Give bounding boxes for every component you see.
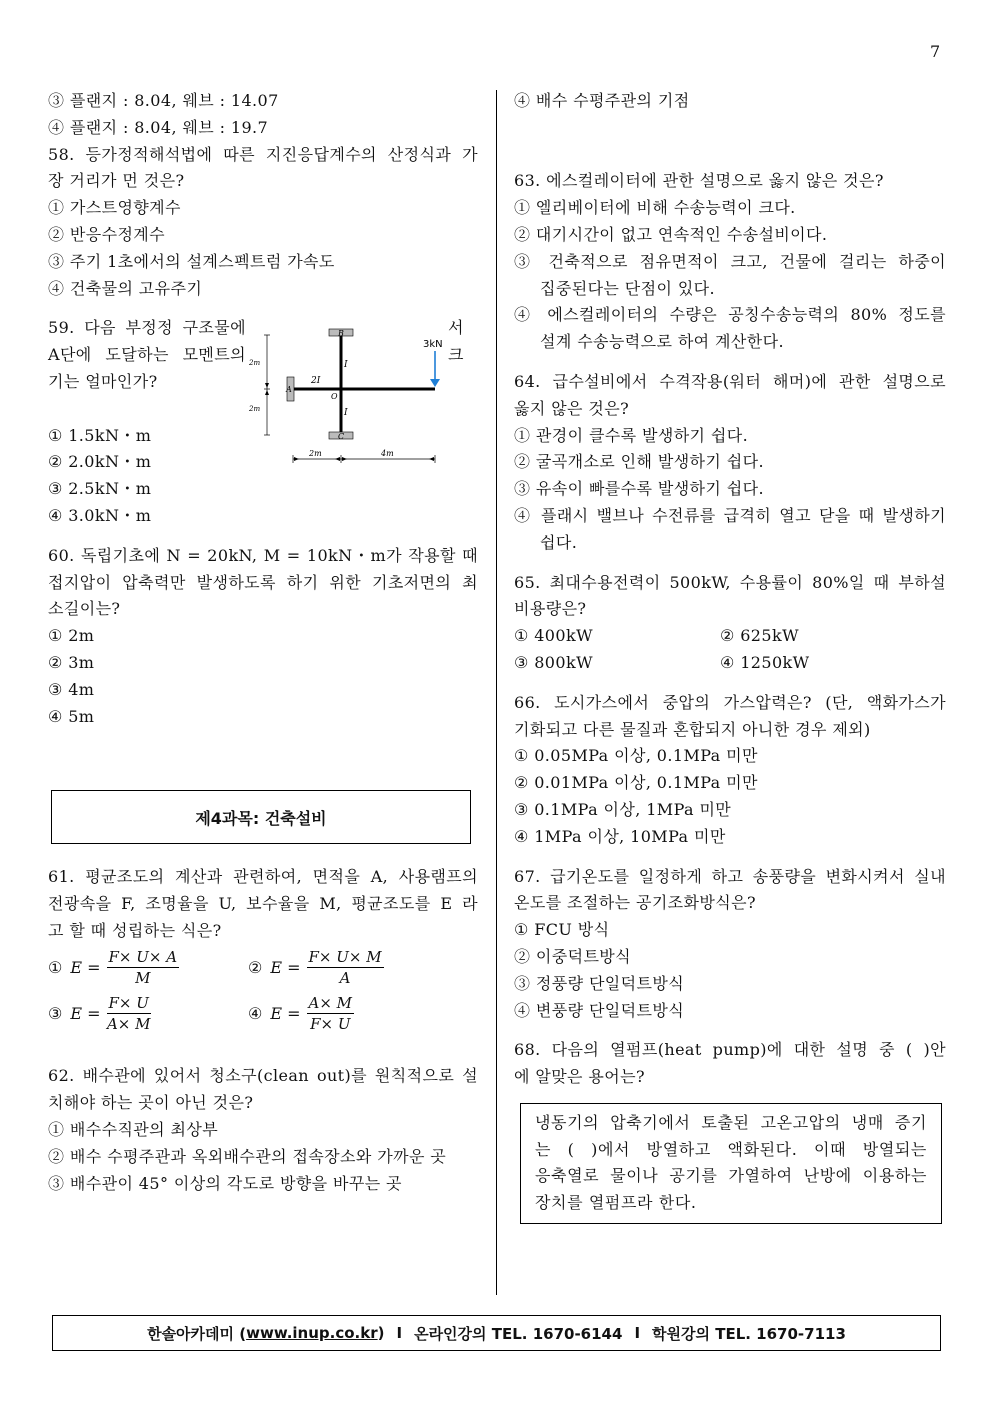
q58-option: ① 가스트영향계수 xyxy=(48,198,181,218)
q58-option: ③ 주기 1초에서의 설계스펙트럼 가속도 xyxy=(48,251,335,271)
q68-passage-line: 는 ( )에서 방열하고 액화된다. 이때 방열되는 xyxy=(535,1139,927,1159)
academy-name-close: ) xyxy=(377,1324,385,1342)
subject-heading: 제4과목: 건축설비 xyxy=(51,790,471,844)
q59-structure-figure xyxy=(245,325,475,465)
q64-question-line: 64. 급수설비에서 수격작용(워터 해머)에 관한 설명으로 xyxy=(514,371,946,391)
q65-option: ④ 1250kW xyxy=(720,652,810,672)
q59-option: ② 2.0kN・m xyxy=(48,452,152,472)
q58-option: ② 반응수정계수 xyxy=(48,224,166,244)
q68-passage-box xyxy=(520,1103,942,1224)
q64-option: ② 굴곡개소로 인해 발생하기 쉽다. xyxy=(514,452,764,472)
column-divider xyxy=(496,90,497,1295)
q67-question-line: 온도를 조절하는 공기조화방식은? xyxy=(514,893,756,913)
q59-option: ③ 2.5kN・m xyxy=(48,479,152,499)
q62-question-line: 62. 배수관에 있어서 청소구(clean out)를 원칙적으로 설 xyxy=(48,1066,478,1086)
node-label-O: O xyxy=(331,392,338,401)
q66-option: ① 0.05MPa 이상, 0.1MPa 미만 xyxy=(514,746,758,766)
q60-option: ③ 4m xyxy=(48,679,95,699)
right-column xyxy=(514,88,946,1224)
stiffness-label: I xyxy=(344,360,348,370)
q60-question-line: 접지압이 압축력만 발생하도록 하기 위한 기초저면의 최 xyxy=(48,572,478,592)
q59-overflow-char: 크 xyxy=(448,345,464,365)
q67-option: ④ 변풍량 단일덕트방식 xyxy=(514,1000,685,1020)
q65-options-row xyxy=(514,623,946,650)
q67-option: ① FCU 방식 xyxy=(514,920,610,940)
q65-question-line: 65. 최대수용전력이 500kW, 수용률이 80%일 때 부하설 xyxy=(514,572,946,592)
stiffness-label: I xyxy=(344,408,348,418)
q59-question-line: A단에 도달하는 모멘트의 xyxy=(48,345,246,365)
q61-formula-row xyxy=(48,991,478,1037)
q68-question-line: 68. 다음의 열펌프(heat pump)에 대한 설명 중 ( )안 xyxy=(514,1040,946,1060)
q59-option: ④ 3.0kN・m xyxy=(48,505,152,525)
q60-option: ② 3m xyxy=(48,652,95,672)
q59-overflow-char: 서 xyxy=(448,318,464,338)
q63-option: ② 대기시간이 없고 연속적인 수송설비이다. xyxy=(514,224,828,244)
q62-option: ③ 배수관이 45° 이상의 각도로 방향을 바꾸는 곳 xyxy=(48,1173,402,1193)
online-phone: 온라인강의 TEL. 1670-6144 xyxy=(414,1324,623,1343)
q62-option: ① 배수수직관의 최상부 xyxy=(48,1119,219,1139)
q60-question-line: 소길이는? xyxy=(48,599,121,619)
q61-formula-row xyxy=(48,945,478,991)
fraction: $\frac{F\times U}{A\times M}$ xyxy=(106,994,151,1034)
q64-option: ④ 플래시 밸브나 수전류를 급격히 열고 닫을 때 발생하기 xyxy=(514,505,946,525)
q60-option: ④ 5m xyxy=(48,706,95,726)
arrowhead-icon xyxy=(430,379,440,387)
footer-banner xyxy=(52,1315,941,1351)
q68-passage-line: 장치를 열펌프라 한다. xyxy=(535,1193,697,1213)
node-label-B: B xyxy=(338,329,344,338)
fraction: $\frac{F\times U\times A}{M}$ xyxy=(108,948,178,988)
q63-option: ③ 건축적으로 점유면적이 크고, 건물에 걸리는 하중이 xyxy=(514,251,946,271)
dimension-label: 4m xyxy=(381,449,394,458)
separator: I xyxy=(634,1324,641,1342)
q58-option: ④ 건축물의 고유주기 xyxy=(48,278,203,298)
q64-question-line: 옳지 않은 것은? xyxy=(514,398,630,418)
q63-question-line: 63. 에스컬레이터에 관한 설명으로 옳지 않은 것은? xyxy=(514,171,884,191)
q65-option: ② 625kW xyxy=(720,626,799,646)
dimension-label: 2m xyxy=(309,449,322,458)
q62-question-line: 치해야 하는 곳이 아닌 것은? xyxy=(48,1093,254,1113)
q66-option: ③ 0.1MPa 이상, 1MPa 미만 xyxy=(514,799,732,819)
q61-question-line: 전광속을 F, 조명율을 U, 보수율을 M, 평균조도를 E 라 xyxy=(48,893,478,913)
page-number: 7 xyxy=(930,42,941,61)
q63-option: ① 엘리베이터에 비해 수송능력이 크다. xyxy=(514,198,796,218)
q64-option: ③ 유속이 빠를수록 발생하기 쉽다. xyxy=(514,479,764,499)
q66-question-line: 기화되고 다른 물질과 혼합되지 아니한 경우 제외) xyxy=(514,719,871,739)
q65-option: ③ 800kW xyxy=(514,652,593,672)
q61-question-line: 고 할 때 성립하는 식은? xyxy=(48,920,222,940)
q58-question-line: 장 거리가 먼 것은? xyxy=(48,171,185,191)
separator: I xyxy=(396,1324,403,1342)
q59-question-line: 59. 다음 부정정 구조물에 xyxy=(48,318,246,338)
q63-option: ④ 에스컬레이터의 수량은 공칭수송능력의 80% 정도를 xyxy=(514,305,946,325)
q65-options-row xyxy=(514,650,946,677)
q58-question-line: 58. 등가정적해석법에 따른 지진응답계수의 산정식과 가 xyxy=(48,144,478,164)
fraction: $\frac{F\times U\times M}{A}$ xyxy=(308,948,382,988)
q61-question-line: 61. 평균조도의 계산과 관련하여, 면적을 A, 사용램프의 xyxy=(48,867,478,887)
q65-question-line: 비용량은? xyxy=(514,599,587,619)
node-label-A: A xyxy=(286,385,292,394)
academy-name: 한솔아카데미 ( xyxy=(147,1324,247,1343)
q61-formula-option: ① E = $\frac{F\times U\times A}{M}$ xyxy=(48,948,178,988)
q67-option: ② 이중덕트방식 xyxy=(514,946,632,966)
q66-option: ② 0.01MPa 이상, 0.1MPa 미만 xyxy=(514,773,758,793)
q66-question-line: 66. 도시가스에서 중압의 가스압력은? (단, 액화가스가 xyxy=(514,692,946,712)
q59-question-line: 기는 얼마인가? xyxy=(48,371,158,391)
q62-option: ② 배수 수평주관과 옥외배수관의 접속장소와 가까운 곳 xyxy=(48,1146,447,1166)
stiffness-label: 2I xyxy=(311,376,321,386)
q64-option-cont: 쉽다. xyxy=(540,532,578,552)
dimension-label: 2m xyxy=(249,359,261,367)
q57-option-3: ③ 플랜지 : 8.04, 웨브 : 14.07 xyxy=(48,91,279,110)
q66-option: ④ 1MPa 이상, 10MPa 미만 xyxy=(514,826,726,846)
q61-formula-option: ④ E = $\frac{A\times M}{F\times U}$ xyxy=(248,994,353,1034)
fraction: $\frac{A\times M}{F\times U}$ xyxy=(308,994,353,1034)
q68-passage-line: 응축열로 물이나 공기를 가열하여 난방에 이용하는 xyxy=(535,1166,927,1186)
dimension-label: 2m xyxy=(249,405,261,413)
q65-option: ① 400kW xyxy=(514,626,593,646)
q57-option-4: ④ 플랜지 : 8.04, 웨브 : 19.7 xyxy=(48,117,269,137)
left-column xyxy=(48,88,478,1197)
q67-option: ③ 정풍량 단일덕트방식 xyxy=(514,973,685,993)
q60-question-line: 60. 독립기초에 N = 20kN, M = 10kN・m가 작용할 때 xyxy=(48,545,478,565)
node-label-C: C xyxy=(338,432,345,441)
q60-option: ① 2m xyxy=(48,626,95,646)
q61-formula-option: ② E = $\frac{F\times U\times M}{A}$ xyxy=(248,948,382,988)
q59-option: ① 1.5kN・m xyxy=(48,425,152,445)
q64-option: ① 관경이 클수록 발생하기 쉽다. xyxy=(514,425,749,445)
load-label: 3kN xyxy=(423,339,443,350)
academy-url-link[interactable]: www.inup.co.kr xyxy=(246,1324,378,1342)
q63-option-cont: 설계 수송능력으로 하여 계산한다. xyxy=(540,332,784,352)
offline-phone: 학원강의 TEL. 1670-7113 xyxy=(652,1324,846,1343)
q68-passage-line: 냉동기의 압축기에서 토출된 고온고압의 냉매 증기 xyxy=(535,1112,927,1132)
q62-option: ④ 배수 수평주관의 기점 xyxy=(514,91,690,110)
q68-question-line: 에 알맞은 용어는? xyxy=(514,1067,645,1087)
q63-option-cont: 집중된다는 단점이 있다. xyxy=(540,278,716,298)
q67-question-line: 67. 급기온도를 일정하게 하고 송풍량을 변화시켜서 실내 xyxy=(514,866,946,886)
q61-formula-option: ③ E = $\frac{F\times U}{A\times M}$ xyxy=(48,994,151,1034)
